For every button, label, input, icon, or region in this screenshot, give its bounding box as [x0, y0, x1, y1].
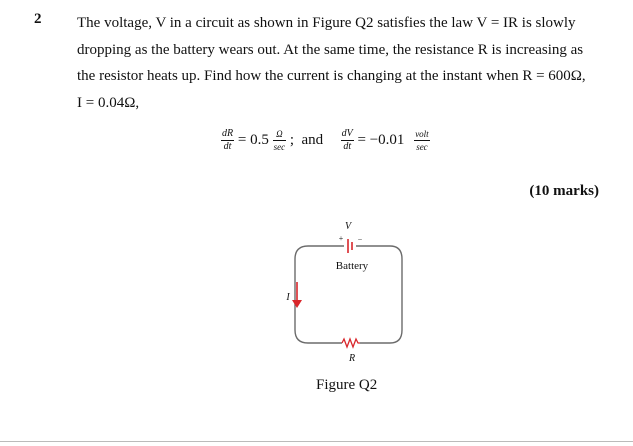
dr-dt-fraction — [221, 128, 234, 153]
dv-dt-fraction — [341, 128, 354, 153]
page-divider — [0, 441, 633, 442]
ohm-per-sec-unit — [273, 128, 287, 153]
dv-denominator: dt — [343, 141, 352, 152]
voltage-label: V — [344, 221, 352, 232]
question-line-4: I = 0.04Ω, — [77, 94, 140, 111]
current-label: I — [286, 292, 290, 303]
marks-label: (10 marks) — [529, 183, 599, 199]
battery-plus-sign: + — [338, 234, 344, 243]
sec-denominator: sec — [273, 142, 286, 152]
dv-numerator: dV — [341, 128, 353, 139]
and-separator: ; and — [289, 131, 324, 148]
rates-equation — [221, 128, 430, 164]
question-line-3: the resistor heats up. Find how the current is changing at the instant when R = 600Ω, — [77, 68, 586, 84]
current-arrow-icon — [292, 300, 302, 308]
sec-denominator-2: sec — [416, 142, 428, 152]
volt-per-sec-unit — [414, 128, 430, 153]
dv-value: = −0.01 — [357, 131, 405, 148]
battery-label: Battery — [335, 260, 369, 272]
question-line-1: The voltage, V in a circuit as shown in Figure Q2 satisfies the law V = IR is slowly — [77, 15, 576, 31]
question-text — [77, 10, 607, 116]
question-line-2: dropping as the battery wears out. At the same time, the resistance R is increasing as — [77, 41, 584, 58]
figure-caption: Figure Q2 — [316, 377, 378, 393]
dr-value: = 0.5 — [237, 131, 269, 148]
battery-minus-sign: − — [357, 235, 363, 244]
resistance-label: R — [348, 353, 356, 364]
resistor-zigzag — [342, 339, 360, 347]
dr-numerator: dR — [222, 128, 234, 139]
volt-numerator: volt — [415, 129, 429, 139]
circuit-diagram — [280, 212, 420, 372]
ohm-numerator: Ω — [273, 128, 287, 141]
question-number: 2 — [34, 11, 42, 27]
dr-denominator: dt — [223, 141, 232, 152]
